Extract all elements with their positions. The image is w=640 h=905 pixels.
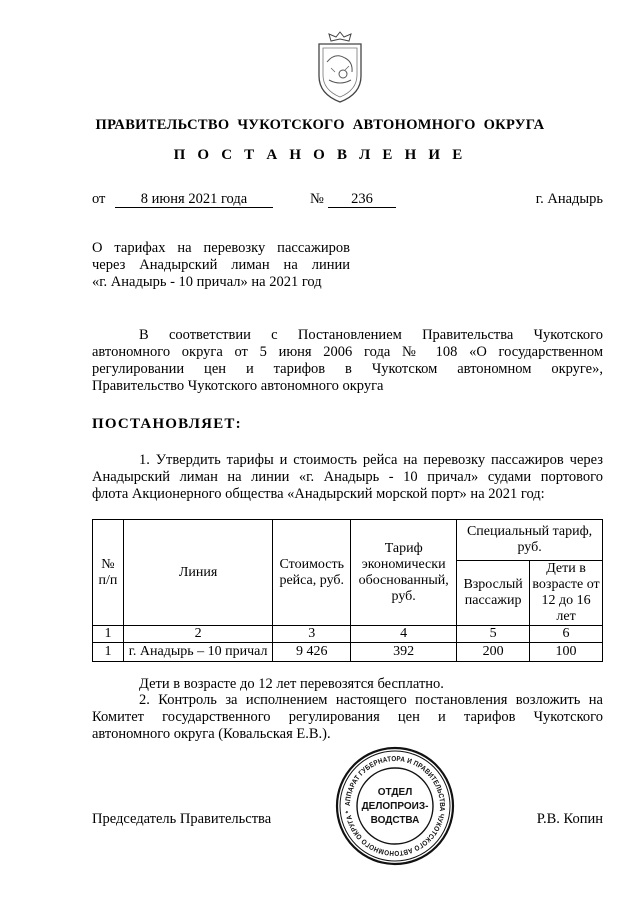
date-label: от [92,191,106,207]
number-label: № [310,191,324,207]
stamp-ring-text: АППАРАТ ГУБЕРНАТОРА И ПРАВИТЕЛЬСТВА ЧУКОТСКОГО АВТОНОМНОГО ОКРУГА * [342,753,448,859]
stamp-center-line: ОТДЕЛ [377,787,413,798]
item-1-line: флота Акционерного общества «Анадырский морской порт» на 2021 год: [92,486,545,502]
decree-title: П О С Т А Н О В Л Е Н И Е [173,147,467,163]
cell-adult: 200 [457,643,530,662]
index-cell: 4 [351,626,457,643]
item-1-line: Анадырский лиман на линии «г. Анадырь - 10 причал» судами портового [92,469,603,485]
subject-line: через Анадырский лиман на линии [92,257,350,273]
item-1-paragraph [92,452,603,503]
table-row [93,643,603,662]
cell-tariff: 392 [351,643,457,662]
free-note [92,676,603,693]
preamble-paragraph [92,327,603,395]
signatory-name: Р.В. Копин [536,811,603,827]
government-title: ПРАВИТЕЛЬСТВО ЧУКОТСКОГО АВТОНОМНОГО ОКРУГА [95,117,545,133]
header-tariff: Тариф экономически обоснованный, руб. [351,520,457,626]
header-num: № п/п [93,520,124,626]
tariff-table [92,519,603,662]
index-cell: 2 [123,626,272,643]
index-cell: 1 [93,626,124,643]
preamble-line: автономного округа от 5 июня 2006 года № 108 «О государственном [92,344,603,360]
cell-num: 1 [93,643,124,662]
subject-line: О тарифах на перевозку пассажиров [92,240,350,256]
decree-subject [92,240,350,291]
decree-date: 8 июня 2021 года [115,191,273,208]
header-cost: Стоимость рейса, руб. [273,520,351,626]
stamp-center-line: ВОДСТВА [370,815,420,826]
item-2-line: Комитет государственного регулирования цен и тарифов Чукотского [92,709,603,725]
index-cell: 5 [457,626,530,643]
item-2-line: автономного округа (Ковальская Е.В.). [92,726,331,742]
item-2-line: 2. Контроль за исполнением настоящего постановления возложить на [139,692,603,708]
index-cell: 3 [273,626,351,643]
item-2-paragraph [92,692,603,743]
cell-cost: 9 426 [273,643,351,662]
office-stamp [334,745,456,867]
resolves-heading: ПОСТАНОВЛЯЕТ: [92,416,242,432]
coat-of-arms-emblem [305,28,375,106]
header-line: Линия [123,520,272,626]
cell-line: г. Анадырь – 10 причал [123,643,272,662]
index-cell: 6 [530,626,603,643]
signatory-title: Председатель Правительства [92,811,272,827]
header-special: Специальный тариф, руб. [457,520,603,561]
preamble-line: В соответствии с Постановлением Правительства Чукотского [139,327,603,343]
decree-number: 236 [328,191,396,208]
header-children: Дети в возрасте от 12 до 16 лет [530,561,603,626]
preamble-line: регулировании цен и тарифов в Чукотском автономном округе», [92,361,603,377]
subject-line: «г. Анадырь - 10 причал» на 2021 год [92,274,322,290]
item-1-line: 1. Утвердить тарифы и стоимость рейса на перевозку пассажиров через [139,452,603,468]
stamp-center-line: ДЕЛОПРОИЗ- [361,801,429,812]
decree-city: г. Анадырь [535,191,603,207]
cell-children: 100 [530,643,603,662]
preamble-line: Правительство Чукотского автономного округа [92,378,384,394]
header-adult: Взрослый пассажир [457,561,530,626]
free-note-line: Дети в возрасте до 12 лет перевозятся бесплатно. [139,676,444,692]
